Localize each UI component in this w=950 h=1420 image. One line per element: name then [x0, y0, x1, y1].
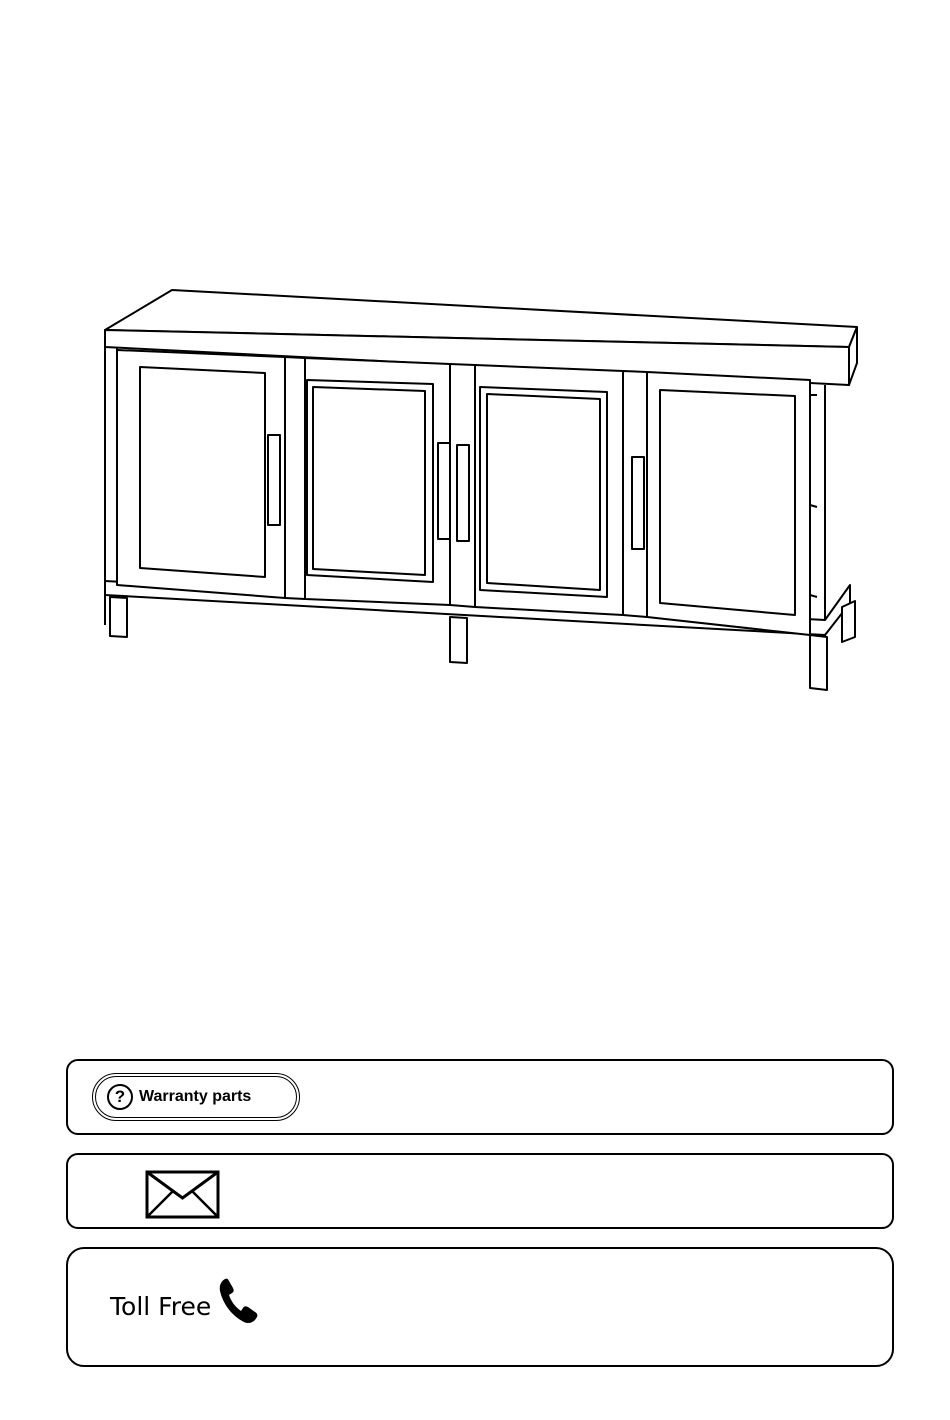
toll-free-box [66, 1247, 894, 1367]
phone-icon [217, 1277, 259, 1325]
warranty-parts-badge[interactable] [92, 1073, 300, 1121]
warranty-box [66, 1059, 894, 1135]
toll-free-label: Toll Free [110, 1291, 212, 1321]
envelope-icon [145, 1170, 220, 1219]
warranty-parts-label: Warranty parts [139, 1088, 252, 1105]
email-box [66, 1153, 894, 1229]
toll-free-row [110, 1287, 259, 1325]
question-circle-icon: ? [107, 1084, 133, 1110]
cabinet-drawing [95, 285, 870, 705]
product-illustration [95, 285, 870, 705]
